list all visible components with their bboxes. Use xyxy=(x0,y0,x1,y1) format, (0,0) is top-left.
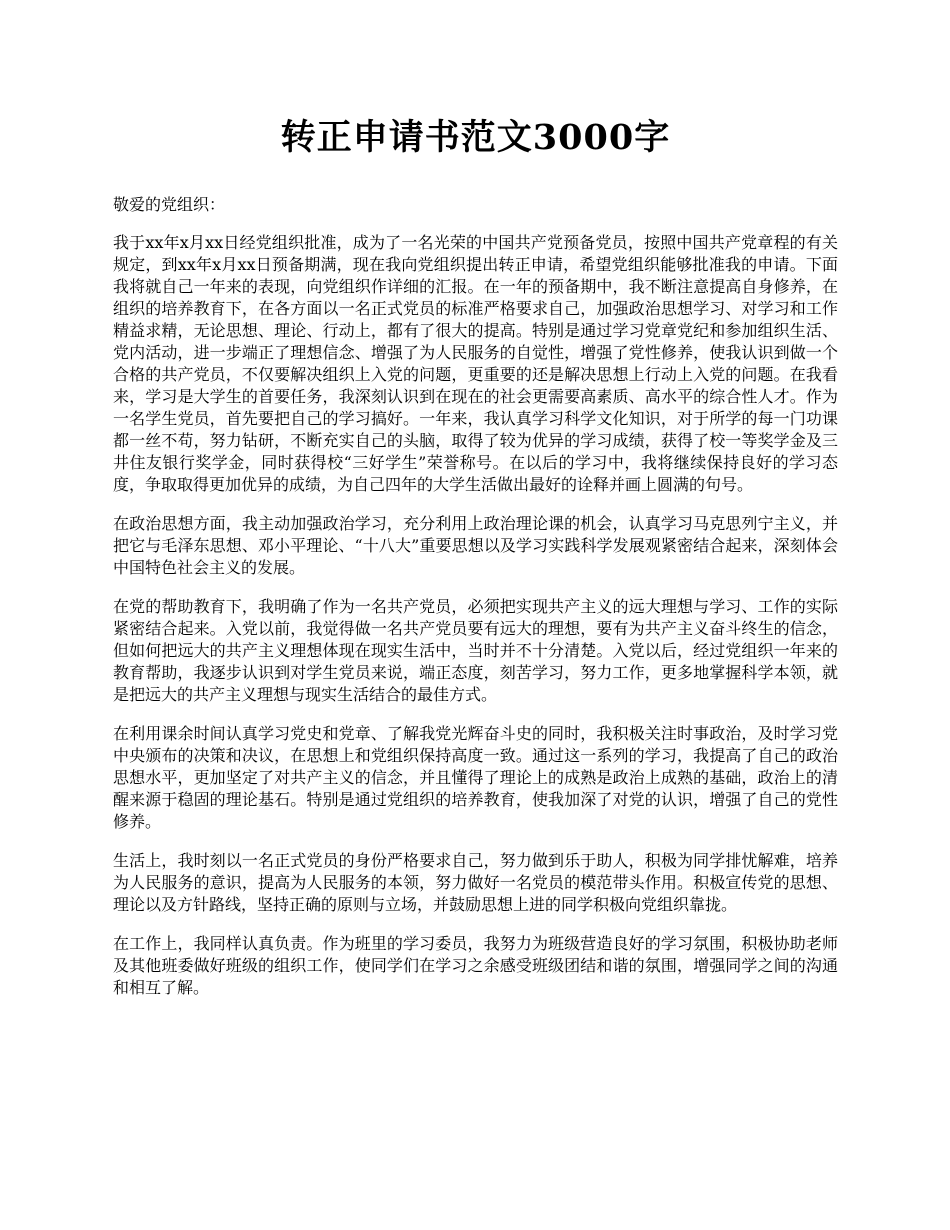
body-paragraph-1: 我于xx年x月xx日经党组织批准，成为了一名光荣的中国共产党预备党员，按照中国共产党章程的有关规定，到xx年x月xx日预备期满，现在我向党组织提出转正申请，希望党组织能够批准我的申请。下面我将就自己一年来的表现，向党组织作详细的汇报。在一年的预备期中，我不断注意提高自身修养，在组织的培养教育下，在各方面以一名正式党员的标准严格要求自己，加强政治思想学习、对学习和工作精益求精，无论思想、理论、行动上，都有了很大的提高。特别是通过学习党章党纪和参加组织生活、党内活动，进一步端正了理想信念、增强了为人民服务的自觉性，增强了党性修养，使我认识到做一个合格的共产党员，不仅要解决组织上入党的问题，更重要的还是解决思想上行动上入党的问题。在我看来，学习是大学生的首要任务，我深刻认识到在现在的社会更需要高素质、高水平的综合性人才。作为一名学生党员，首先要把自己的学习搞好。一年来，我认真学习科学文化知识，对于所学的每一门功课都一丝不苟，努力钻研，不断充实自己的头脑，取得了较为优异的学习成绩，获得了校一等奖学金及三井住友银行奖学金，同时获得校“三好学生”荣誉称号。在以后的学习中，我将继续保持良好的学习态度，争取取得更加优异的成绩，为自己四年的大学生活做出最好的诠释并画上圆满的句号。 xyxy=(113,233,838,494)
salutation: 敬爱的党组织： xyxy=(113,195,226,214)
body-paragraph-5: 生活上，我时刻以一名正式党员的身份严格要求自己，努力做到乐于助人，积极为同学排忧解难，培养为人民服务的意识，提高为人民服务的本领，努力做好一名党员的模范带头作用。积极宣传党的思想、理论以及方针路线，坚持正确的原则与立场，并鼓励思想上进的同学积极向党组织靠拢。 xyxy=(113,851,838,914)
body-paragraph-3: 在党的帮助教育下，我明确了作为一名共产党员，必须把实现共产主义的远大理想与学习、工作的实际紧密结合起来。入党以前，我觉得做一名共产党员要有远大的理想，要有为共产主义奋斗终生的信念，但如何把远大的共产主义理想体现在现实生活中，当时并不十分清楚。入党以后，经过党组织一年来的教育帮助，我逐步认识到对学生党员来说，端正态度，刻苦学习，努力工作，更多地掌握科学本领，就是把远大的共产主义理想与现实生活结合的最佳方式。 xyxy=(113,597,838,704)
body-paragraph-4: 在利用课余时间认真学习党史和党章、了解我党光辉奋斗史的同时，我积极关注时事政治，及时学习党中央颁布的决策和决议，在思想上和党组织保持高度一致。通过这一系列的学习，我提高了自己的政治思想水平，更加坚定了对共产主义的信念，并且懂得了理论上的成熟是政治上成熟的基础，政治上的清醒来源于稳固的理论基石。特别是通过党组织的培养教育，使我加深了对党的认识，增强了自己的党性修养。 xyxy=(113,724,838,831)
body-paragraph-2: 在政治思想方面，我主动加强政治学习，充分利用上政治理论课的机会，认真学习马克思列宁主义，并把它与毛泽东思想、邓小平理论、“十八大”重要思想以及学习实践科学发展观紧密结合起来，深刻体会中国特色社会主义的发展。 xyxy=(113,514,838,577)
body-paragraph-6: 在工作上，我同样认真负责。作为班里的学习委员，我努力为班级营造良好的学习氛围，积极协助老师及其他班委做好班级的组织工作，使同学们在学习之余感受班级团结和谐的氛围，增强同学之间的沟通和相互了解。 xyxy=(113,934,838,997)
document-title: 转正申请书范文3000字 xyxy=(280,117,671,158)
